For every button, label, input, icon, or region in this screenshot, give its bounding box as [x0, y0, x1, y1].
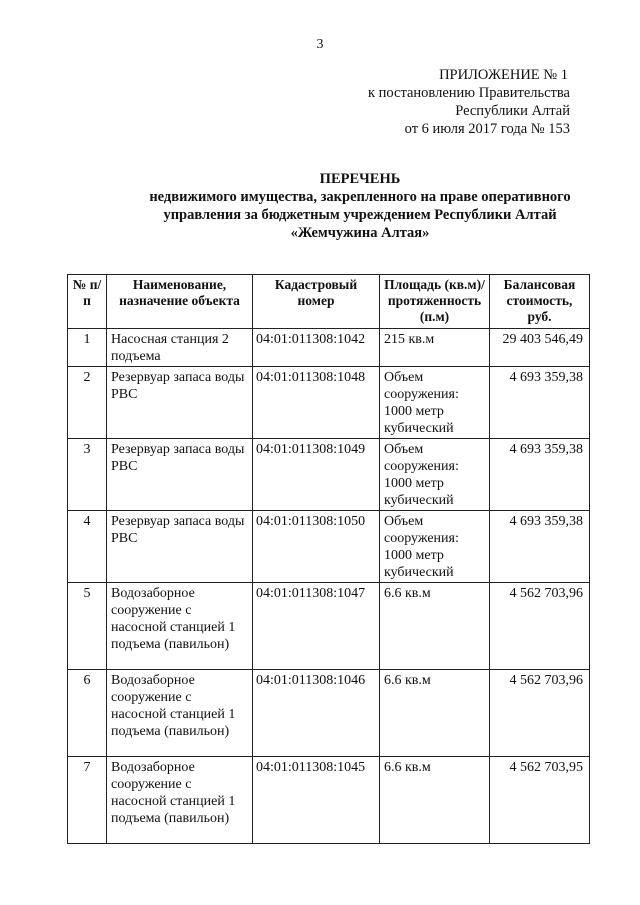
header-cost: Балансовая стоимость, руб. [490, 275, 590, 329]
cell-number: 1 [68, 329, 107, 367]
appendix-republic: Республики Алтай [455, 103, 570, 119]
cell-number: 3 [68, 439, 107, 511]
cell-area: 6.6 кв.м [380, 583, 490, 670]
cell-cost: 4 693 359,38 [490, 367, 590, 439]
cell-number: 5 [68, 583, 107, 670]
cell-cost: 29 403 546,49 [490, 329, 590, 367]
cell-cadastral: 04:01:011308:1045 [253, 757, 380, 844]
cell-cadastral: 04:01:011308:1042 [253, 329, 380, 367]
table-row [68, 670, 590, 757]
cell-area: 215 кв.м [380, 329, 490, 367]
heading-line-3: управления за бюджетным учреждением Республики Алтай [163, 207, 557, 223]
heading-title: ПЕРЕЧЕНЬ [319, 171, 401, 187]
heading-line-2: недвижимого имущества, закрепленного на праве оперативного [149, 189, 571, 205]
cell-cadastral: 04:01:011308:1046 [253, 670, 380, 757]
cell-cadastral: 04:01:011308:1047 [253, 583, 380, 670]
cell-cost: 4 562 703,96 [490, 670, 590, 757]
cell-name: Водозаборное сооружение с насосной станцией 1 подъема (павильон) [107, 757, 253, 844]
cell-cadastral: 04:01:011308:1050 [253, 511, 380, 583]
property-table [67, 274, 590, 844]
page-number: 3 [316, 37, 324, 52]
cell-cost: 4 562 703,95 [490, 757, 590, 844]
cell-name: Водозаборное сооружение с насосной станцией 1 подъема (павильон) [107, 670, 253, 757]
cell-area: 6.6 кв.м [380, 757, 490, 844]
cell-number: 7 [68, 757, 107, 844]
heading-line-4: «Жемчужина Алтая» [290, 225, 430, 241]
header-name: Наименование, назначение объекта [107, 275, 253, 329]
table-row [68, 367, 590, 439]
table-header-row [68, 275, 590, 329]
table-row [68, 439, 590, 511]
header-number: № п/п [68, 275, 107, 329]
table-row [68, 511, 590, 583]
cell-cadastral: 04:01:011308:1048 [253, 367, 380, 439]
cell-area: Объем сооружения: 1000 метр кубический [380, 439, 490, 511]
table-row [68, 757, 590, 844]
cell-area: 6.6 кв.м [380, 670, 490, 757]
cell-number: 6 [68, 670, 107, 757]
cell-name: Резервуар запаса воды РВС [107, 367, 253, 439]
header-area: Площадь (кв.м)/ протяженность (п.м) [380, 275, 490, 329]
cell-area: Объем сооружения: 1000 метр кубический [380, 367, 490, 439]
table-row [68, 583, 590, 670]
cell-cost: 4 693 359,38 [490, 439, 590, 511]
cell-cost: 4 693 359,38 [490, 511, 590, 583]
appendix-date: от 6 июля 2017 года № 153 [404, 121, 570, 137]
header-cadastral: Кадастровый номер [253, 275, 380, 329]
cell-number: 4 [68, 511, 107, 583]
cell-name: Водозаборное сооружение с насосной станцией 1 подъема (павильон) [107, 583, 253, 670]
cell-cadastral: 04:01:011308:1049 [253, 439, 380, 511]
cell-area: Объем сооружения: 1000 метр кубический [380, 511, 490, 583]
cell-number: 2 [68, 367, 107, 439]
appendix-block [368, 66, 570, 138]
cell-name: Резервуар запаса воды РВС [107, 511, 253, 583]
cell-cost: 4 562 703,96 [490, 583, 590, 670]
cell-name: Насосная станция 2 подъема [107, 329, 253, 367]
cell-name: Резервуар запаса воды РВС [107, 439, 253, 511]
table-row [68, 329, 590, 367]
appendix-title: ПРИЛОЖЕНИЕ № 1 [439, 67, 568, 83]
document-heading [115, 170, 605, 242]
appendix-reference: к постановлению Правительства [368, 85, 570, 101]
